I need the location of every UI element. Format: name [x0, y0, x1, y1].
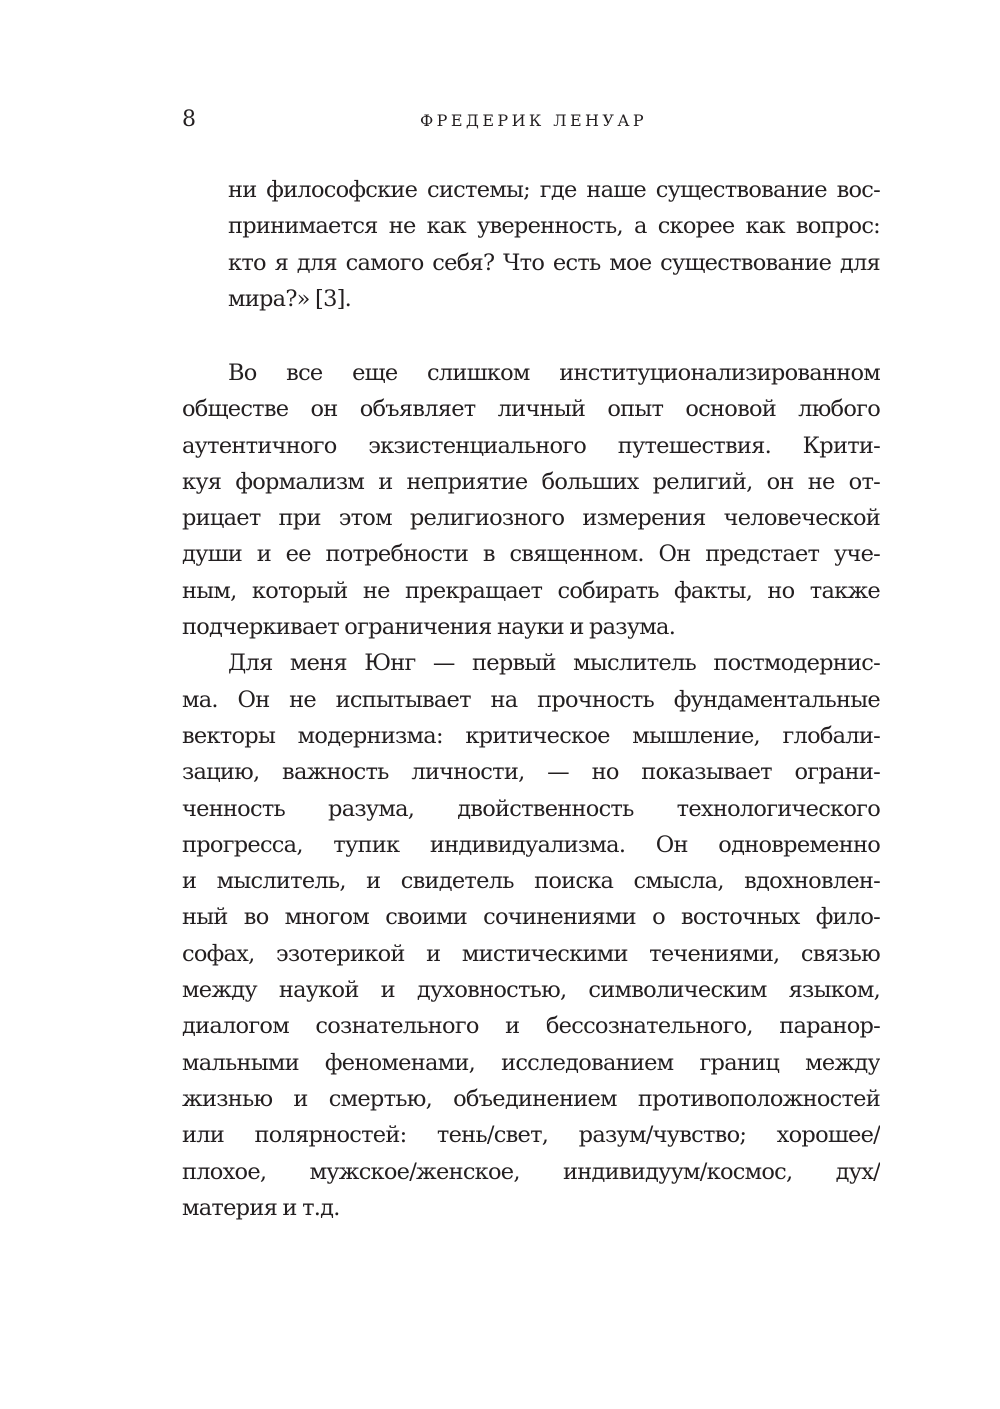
text-line: ма. Он не испытывает на прочность фундаментальные: [182, 686, 880, 713]
quote-line: мира?» [3].: [228, 285, 352, 312]
text-line: души и ее потребности в священном. Он предстает уче-: [182, 541, 880, 568]
text-line: рицает при этом религиозного измерения человеческой: [182, 505, 880, 532]
text-line: обществе он объявляет личный опыт основой любого: [182, 396, 880, 423]
quote-line: кто я для самого себя? Что есть мое существование для: [228, 249, 880, 276]
text-line: жизнью и смертью, объединением противоположностей: [182, 1085, 880, 1112]
text-line: зацию, важность личности, — но показывает ограни-: [182, 759, 880, 786]
text-line: диалогом сознательного и бессознательного, паранор-: [182, 1013, 880, 1040]
text-line: прогресса, тупик индивидуализма. Он одновременно: [182, 831, 880, 858]
text-line: подчеркивает ограничения науки и разума.: [182, 614, 676, 641]
text-line: или полярностей: тень/свет, разум/чувство; хорошее/: [182, 1122, 880, 1149]
text-line: мальными феноменами, исследованием границ между: [182, 1049, 880, 1076]
text-line: между наукой и духовностью, символическим языком,: [182, 977, 880, 1004]
text-line: материя и т.д.: [182, 1194, 340, 1221]
page-number: 8: [182, 107, 196, 132]
text-line: векторы модернизма: критическое мышление, глобали-: [182, 722, 880, 749]
text-line: Для меня Юнг — первый мыслитель постмодернис-: [228, 650, 880, 677]
paragraph: [182, 355, 880, 645]
body-text: [182, 355, 880, 1226]
quote-line: ни философские системы; где наше существование вос-: [228, 177, 880, 203]
text-line: ный во многом своими сочинениями о восточных фило-: [182, 904, 880, 931]
running-title: ФРЕДЕРИК ЛЕНУАР: [420, 111, 648, 130]
text-line: плохое, мужское/женское, индивидуум/космос, дух/: [182, 1158, 880, 1185]
text-line: Во все еще слишком институционализированном: [228, 360, 880, 386]
block-quote: [228, 172, 880, 317]
paragraph: [182, 645, 880, 1226]
text-line: софах, эзотерикой и мистическими течениями, связью: [182, 940, 880, 967]
quote-line: принимается не как уверенность, а скорее как вопрос:: [228, 213, 880, 240]
text-line: ченность разума, двойственность технологического: [182, 795, 880, 822]
text-line: куя формализм и неприятие больших религий, он не от-: [182, 468, 880, 495]
text-line: аутентичного экзистенциального путешествия. Крити-: [182, 432, 880, 459]
text-line: и мыслитель, и свидетель поиска смысла, вдохновлен-: [182, 868, 880, 895]
text-line: ным, который не прекращает собирать факты, но также: [182, 577, 880, 604]
